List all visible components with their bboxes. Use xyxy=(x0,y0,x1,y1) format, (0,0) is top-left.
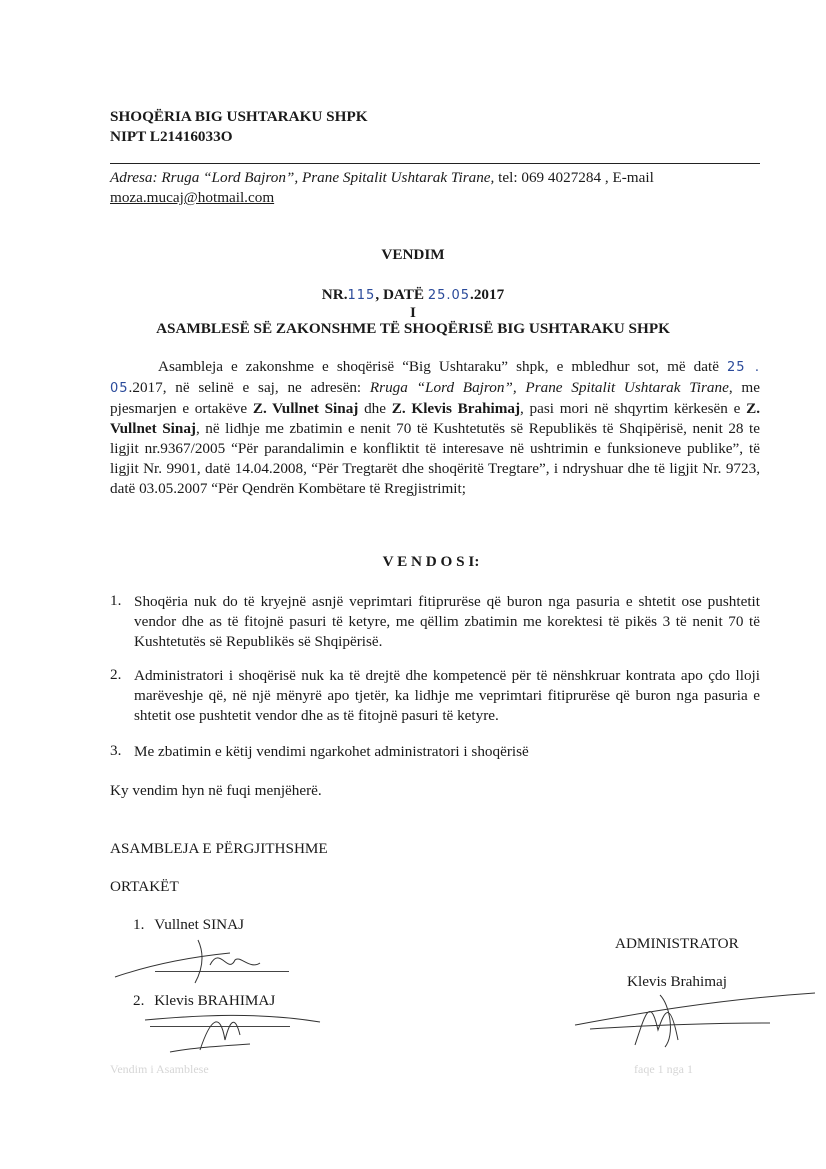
preamble-text-4: dhe xyxy=(358,400,392,417)
date-prefix: , DATË xyxy=(375,286,428,303)
partner-name: Vullnet SINAJ xyxy=(154,916,244,933)
preamble-text-2: .2017, në selinë e saj, ne adresën: xyxy=(128,379,370,396)
decision-item-1 xyxy=(110,592,760,652)
preamble-address: Rruga “Lord Bajron”, Prane Spitalit Ushtarak Tirane xyxy=(369,379,729,396)
partner-name: Klevis BRAHIMAJ xyxy=(154,992,276,1009)
roman-numeral: I xyxy=(410,304,416,321)
preamble-paragraph xyxy=(110,357,760,499)
item-number: 2. xyxy=(110,666,122,683)
phone-text: tel: 069 4027284 , E-mail xyxy=(494,169,654,186)
partner-name-1: Z. Vullnet Sinaj xyxy=(252,400,359,417)
preamble-text-5: , pasi mori në shqyrtim kërkesën e xyxy=(520,400,747,417)
decision-item-2 xyxy=(110,666,760,726)
company-name: SHOQËRIA BIG USHTARAKU SHPK xyxy=(110,108,368,125)
item-text: Shoqëria nuk do të kryejnë asnjë veprimtari fitiprurëse që buron nga pasuria e shtetit ose pushtetit vendor dhe as të fitojnë pasuri të ketyre, me qëllim zbatimin me korektesi të pikës 3 të nenit 70 të Kushtetutës së Republikës së Shqipërisë. xyxy=(134,593,760,650)
header-divider xyxy=(110,163,760,164)
effect-statement: Ky vendim hyn në fuqi menjëherë. xyxy=(110,782,322,799)
administrator-name: Klevis Brahimaj xyxy=(627,973,727,990)
document-subtitle: ASAMBLESË SË ZAKONSHME TË SHOQËRISË BIG USHTARAKU SHPK xyxy=(156,320,670,337)
preamble-text-6: , në lidhje me zbatimin e nenit 70 të Kushtetutës së Republikës të Shqipërisë, nenit 28 te ligjit nr.9367/2005 “Për parandalimin e konfliktit të interesave në ushtrimin e funksioneve publike”, të ligjit Nr. 9901, datë 14.04.2008, “Për Tregtarët dhe shoqëritë Tregtare”, i ndryshuar dhe të ligjit Nr. 9723, datë 03.05.2007 “Për Qendrën Kombëtare të Rregjistrimit; xyxy=(110,420,760,497)
decision-heading: V E N D O S I: xyxy=(382,553,480,570)
signature-partner-2 xyxy=(140,1000,330,1055)
partner-number: 1. xyxy=(133,916,145,933)
nr-prefix: NR. xyxy=(321,286,348,303)
preamble-text-3: , me pjesmarjen e ortakëve xyxy=(110,379,760,417)
item-number: 1. xyxy=(110,592,122,609)
signature-administrator xyxy=(570,985,820,1055)
footer-right: faqe 1 nga 1 xyxy=(634,1062,693,1076)
address-text: Adresa: Rruga “Lord Bajron”, Prane Spitalit Ushtarak Tirane, xyxy=(110,169,495,186)
preamble-text-1: Asambleja e zakonshme e shoqërisë “Big Ushtaraku” shpk, e mbledhur sot, më datë xyxy=(158,358,719,375)
company-address xyxy=(110,168,770,208)
year-text: .2017 xyxy=(470,286,505,303)
company-nipt: NIPT L21416033O xyxy=(110,128,233,145)
administrator-title: ADMINISTRATOR xyxy=(615,935,739,952)
partner-name-2: Z. Klevis Brahimaj xyxy=(391,400,521,417)
partner-number: 2. xyxy=(133,992,145,1009)
partner-name-3: Z. Vullnet Sinaj xyxy=(110,400,761,437)
document-number-line xyxy=(0,286,826,304)
signature-partner-1 xyxy=(110,935,290,985)
partners-label: ORTAKËT xyxy=(110,878,179,895)
partner-1 xyxy=(133,916,244,934)
footer-left: Vendim i Asamblese xyxy=(110,1062,209,1076)
preamble-date-handwritten: 25 . 05 xyxy=(110,360,760,396)
date-handwritten: 25.05 xyxy=(427,288,471,303)
assembly-label: ASAMBLEJA E PËRGJITHSHME xyxy=(110,840,328,857)
document-title: VENDIM xyxy=(381,246,445,263)
item-number: 3. xyxy=(110,742,122,759)
decision-item-3 xyxy=(110,742,760,762)
nr-handwritten: 115 xyxy=(347,288,376,303)
item-text: Me zbatimin e këtij vendimi ngarkohet administratori i shoqërisë xyxy=(134,743,529,760)
email-link[interactable]: moza.mucaj@hotmail.com xyxy=(110,189,275,206)
item-text: Administratori i shoqërisë nuk ka të drejtë dhe kompetencë për të nënshkruar kontrata apo çdo lloji marëveshje që, në një mënyrë apo tjetër, ka lidhje me veprimtari fitiprurëse që buron nga pasuria e shtetit ose pushtetit vendor dhe as të fitojnë pasuri të ketyre. xyxy=(134,667,760,724)
